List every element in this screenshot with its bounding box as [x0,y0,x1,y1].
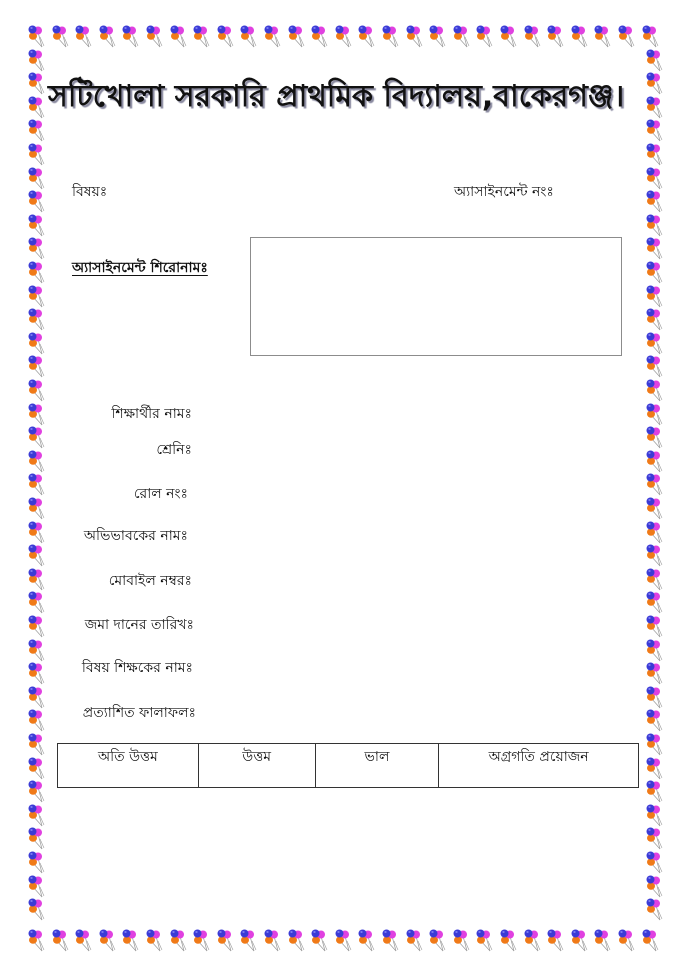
class-label: শ্রেনিঃ [156,442,192,458]
balloon-icon [27,95,47,119]
balloon-icon [645,590,665,614]
subject-teacher-label: বিষয় শিক্ষকের নামঃ [81,660,193,676]
balloon-icon [27,425,47,449]
balloon-icon [287,928,307,952]
balloon-icon [121,24,141,48]
subject-label: বিষয়ঃ [72,184,108,200]
balloon-icon [405,24,425,48]
balloon-icon [27,897,47,921]
balloon-icon [645,685,665,709]
balloon-icon [27,850,47,874]
grade-very-good[interactable]: উত্তম [198,744,315,788]
balloon-icon [27,543,47,567]
assignment-heading-label: অ্যাসাইনমেন্ট শিরোনামঃ [72,260,208,276]
balloon-icon [334,928,354,952]
balloon-icon [334,24,354,48]
balloon-icon [27,331,47,355]
balloon-icon [27,236,47,260]
balloon-icon [27,779,47,803]
school-title: সটিখোলা সরকারি প্রাথমিক বিদ্যালয়,বাকেরগঞ্জ। [48,79,625,114]
balloon-icon [145,928,165,952]
balloon-icon [523,24,543,48]
balloon-icon [617,24,637,48]
balloon-icon [593,928,613,952]
balloon-icon [645,779,665,803]
balloon-icon [27,928,47,952]
balloon-icon [27,378,47,402]
balloon-icon [27,638,47,662]
balloon-icon [546,928,566,952]
balloon-icon [27,284,47,308]
balloon-icon [169,24,189,48]
balloon-icon [645,95,665,119]
balloon-icon [27,48,47,72]
balloon-icon [74,928,94,952]
balloon-icon [27,756,47,780]
balloon-icon [27,567,47,591]
balloon-icon [645,874,665,898]
balloon-icon [475,24,495,48]
balloon-icon [645,213,665,237]
balloon-icon [51,928,71,952]
balloon-icon [192,928,212,952]
balloon-icon [287,24,307,48]
balloon-icon [27,520,47,544]
balloon-icon [428,928,448,952]
balloon-icon [27,354,47,378]
balloon-icon [27,708,47,732]
balloon-icon [645,189,665,213]
balloon-icon [645,142,665,166]
balloon-icon [27,307,47,331]
balloon-icon [645,260,665,284]
balloon-icon [499,928,519,952]
grade-excellent[interactable]: অতি উত্তম [58,744,199,788]
balloon-icon [27,213,47,237]
balloon-icon [645,71,665,95]
grade-needs-improvement[interactable]: অগ্রগতি প্রয়োজন [439,744,639,788]
balloon-icon [51,24,71,48]
grade-good[interactable]: ভাল [315,744,439,788]
balloon-icon [27,472,47,496]
balloon-icon [27,614,47,638]
balloon-icon [499,24,519,48]
balloon-icon [357,24,377,48]
balloon-icon [641,928,661,952]
balloon-icon [570,24,590,48]
balloon-icon [645,756,665,780]
balloon-icon [310,928,330,952]
balloon-icon [645,732,665,756]
balloon-icon [239,928,259,952]
balloon-icon [645,567,665,591]
balloon-icon [192,24,212,48]
balloon-icon [27,874,47,898]
balloon-icon [645,472,665,496]
balloon-icon [145,24,165,48]
balloon-icon [27,826,47,850]
balloon-icon [169,928,189,952]
balloon-icon [27,661,47,685]
balloon-icon [263,24,283,48]
balloon-icon [645,449,665,473]
balloon-icon [645,425,665,449]
balloon-icon [27,118,47,142]
student-name-label: শিক্ষার্থীর নামঃ [111,406,192,422]
balloon-icon [27,166,47,190]
balloon-icon [645,826,665,850]
balloon-icon [645,543,665,567]
balloon-icon [645,378,665,402]
balloon-icon [645,803,665,827]
balloon-icon [645,118,665,142]
balloon-icon [357,928,377,952]
balloon-icon [645,307,665,331]
guardian-name-label: অভিভাবকের নামঃ [83,528,188,544]
balloon-icon [27,189,47,213]
balloon-icon [645,354,665,378]
balloon-icon [74,24,94,48]
balloon-icon [216,928,236,952]
balloon-icon [645,402,665,426]
balloon-icon [452,24,472,48]
balloon-icon [593,24,613,48]
balloon-icon [381,928,401,952]
balloon-icon [645,166,665,190]
balloon-icon [570,928,590,952]
balloon-icon [27,590,47,614]
balloon-icon [475,928,495,952]
balloon-icon [546,24,566,48]
balloon-icon [645,48,665,72]
balloon-icon [641,24,661,48]
balloon-icon [645,897,665,921]
balloon-icon [27,24,47,48]
assignment-number-label: অ্যাসাইনমেন্ট নংঃ [454,184,554,200]
balloon-icon [27,71,47,95]
balloon-icon [645,520,665,544]
balloon-icon [645,614,665,638]
balloon-icon [27,402,47,426]
balloon-icon [645,850,665,874]
balloon-icon [121,928,141,952]
balloon-icon [98,928,118,952]
balloon-icon [428,24,448,48]
expected-result-label: প্রত্যাশিত ফালাফলঃ [82,705,196,721]
assignment-heading-box[interactable] [250,237,622,356]
balloon-icon [27,685,47,709]
balloon-icon [27,142,47,166]
mobile-number-label: মোবাইল নম্বরঃ [108,573,192,589]
balloon-icon [239,24,259,48]
balloon-icon [27,803,47,827]
balloon-icon [645,331,665,355]
balloon-icon [645,284,665,308]
balloon-icon [27,260,47,284]
roll-number-label: রোল নংঃ [133,486,188,502]
balloon-icon [645,661,665,685]
balloon-icon [27,449,47,473]
balloon-icon [645,638,665,662]
balloon-icon [27,732,47,756]
balloon-icon [310,24,330,48]
balloon-icon [98,24,118,48]
balloon-icon [263,928,283,952]
balloon-icon [452,928,472,952]
balloon-icon [381,24,401,48]
balloon-icon [645,236,665,260]
grade-table [57,743,639,788]
submission-date-label: জমা দানের তারিখঃ [84,617,194,633]
balloon-icon [27,496,47,520]
balloon-icon [216,24,236,48]
balloon-icon [405,928,425,952]
balloon-icon [645,496,665,520]
balloon-icon [645,708,665,732]
balloon-icon [523,928,543,952]
balloon-icon [617,928,637,952]
